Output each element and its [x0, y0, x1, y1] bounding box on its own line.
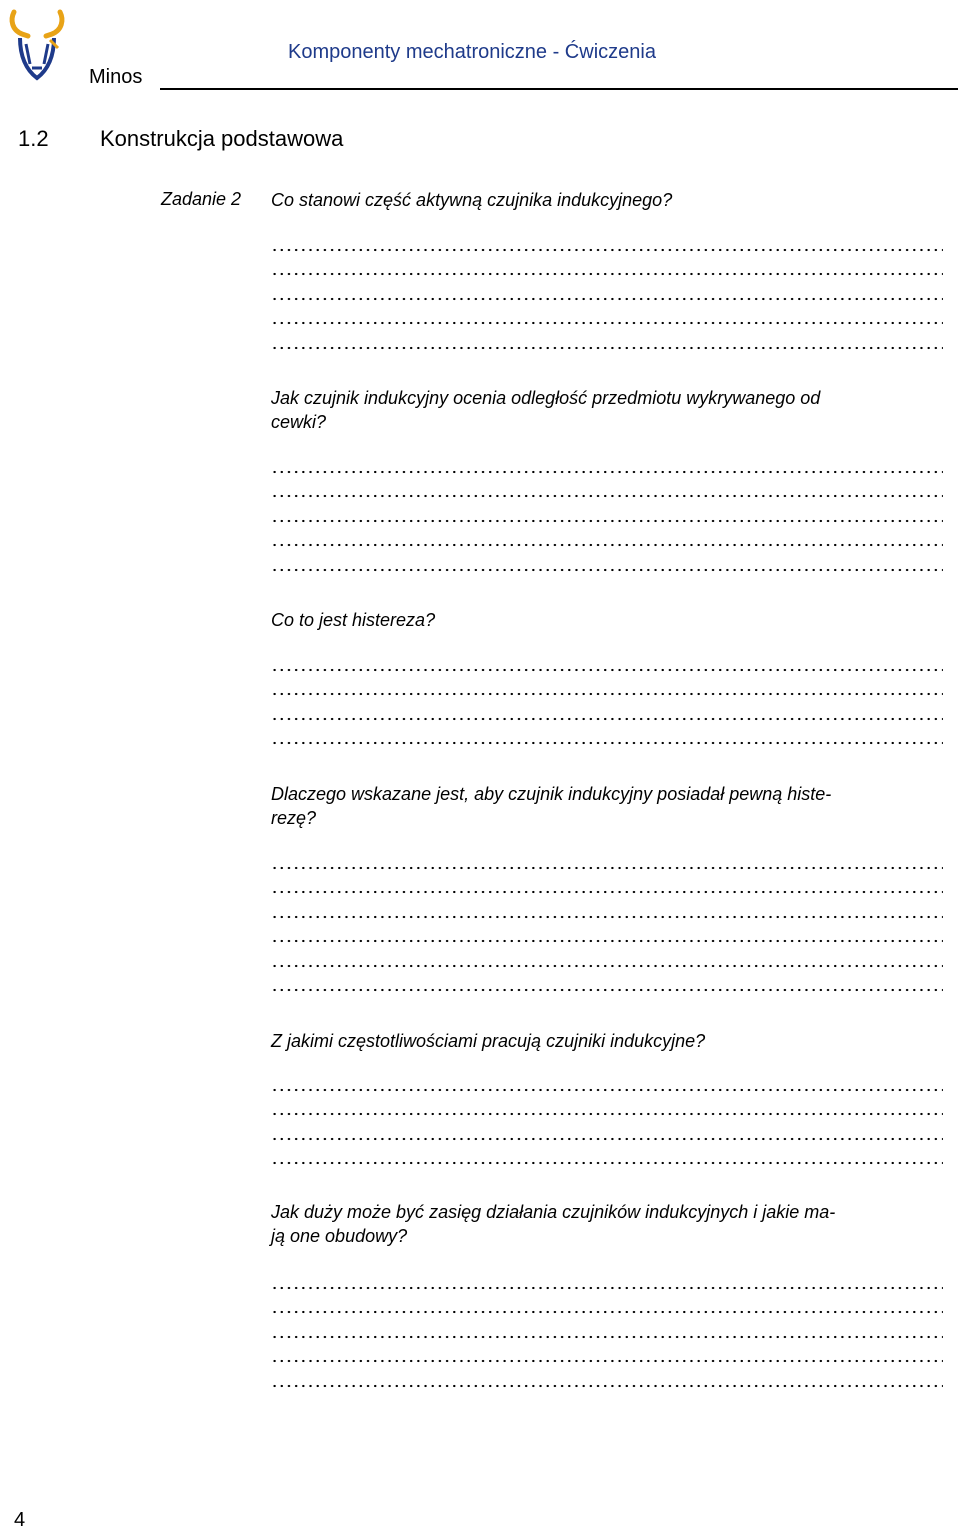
answer-line[interactable]: [271, 866, 943, 870]
answer-line[interactable]: [271, 1137, 943, 1141]
task-label: Zadanie 2: [161, 189, 242, 209]
answer-line[interactable]: [271, 297, 943, 301]
question-2-line-1: Jak czujnik indukcyjny ocenia odległość przedmiotu wykrywanego od: [271, 388, 821, 408]
answer-line[interactable]: [271, 1359, 943, 1363]
question-6-line-1: Jak duży może być zasięg działania czujników indukcyjnych i jakie ma-: [271, 1202, 836, 1222]
answer-line[interactable]: [271, 964, 943, 968]
question-5: Z jakimi częstotliwościami pracują czujniki indukcyjne?: [271, 1031, 706, 1051]
answer-line[interactable]: [271, 321, 943, 325]
question-3: Co to jest histereza?: [271, 610, 436, 630]
header-title: Komponenty mechatroniczne - Ćwiczenia: [288, 41, 656, 63]
answer-line[interactable]: [271, 1335, 943, 1339]
question-2: [271, 386, 955, 434]
answer-line[interactable]: [271, 1112, 943, 1116]
answer-line[interactable]: [271, 272, 943, 276]
answer-line[interactable]: [271, 915, 943, 919]
answer-line[interactable]: [271, 1310, 943, 1314]
answer-line[interactable]: [271, 1286, 943, 1290]
section-title: Konstrukcja podstawowa: [100, 126, 344, 151]
answer-line[interactable]: [271, 668, 943, 672]
question-4-line-1: Dlaczego wskazane jest, aby czujnik indukcyjny posiadał pewną histe-: [271, 784, 832, 804]
answer-line[interactable]: [271, 1161, 943, 1165]
answer-line[interactable]: [271, 939, 943, 943]
page-number: 4: [14, 1509, 26, 1531]
answer-line[interactable]: [271, 470, 943, 474]
brand-name: Minos: [89, 66, 143, 88]
question-4: [271, 782, 955, 830]
bull-head-logo-icon: [6, 8, 68, 84]
answer-line[interactable]: [271, 988, 943, 992]
answer-line[interactable]: [271, 717, 943, 721]
answer-line[interactable]: [271, 1384, 943, 1388]
question-4-line-2: rezę?: [271, 808, 317, 828]
answer-line[interactable]: [271, 741, 943, 745]
answer-line[interactable]: [271, 568, 943, 572]
answer-line[interactable]: [271, 519, 943, 523]
question-6: [271, 1200, 955, 1248]
answer-line[interactable]: [271, 890, 943, 894]
answer-line[interactable]: [271, 1088, 943, 1092]
section-number: 1.2: [18, 126, 49, 151]
header-divider: [160, 88, 958, 90]
answer-line[interactable]: [271, 543, 943, 547]
question-2-line-2: cewki?: [271, 412, 327, 432]
answer-line[interactable]: [271, 692, 943, 696]
question-1: Co stanowi część aktywną czujnika indukcyjnego?: [271, 190, 673, 210]
answer-line[interactable]: [271, 346, 943, 350]
answer-line[interactable]: [271, 494, 943, 498]
question-6-line-2: ją one obudowy?: [271, 1226, 408, 1246]
answer-line[interactable]: [271, 248, 943, 252]
